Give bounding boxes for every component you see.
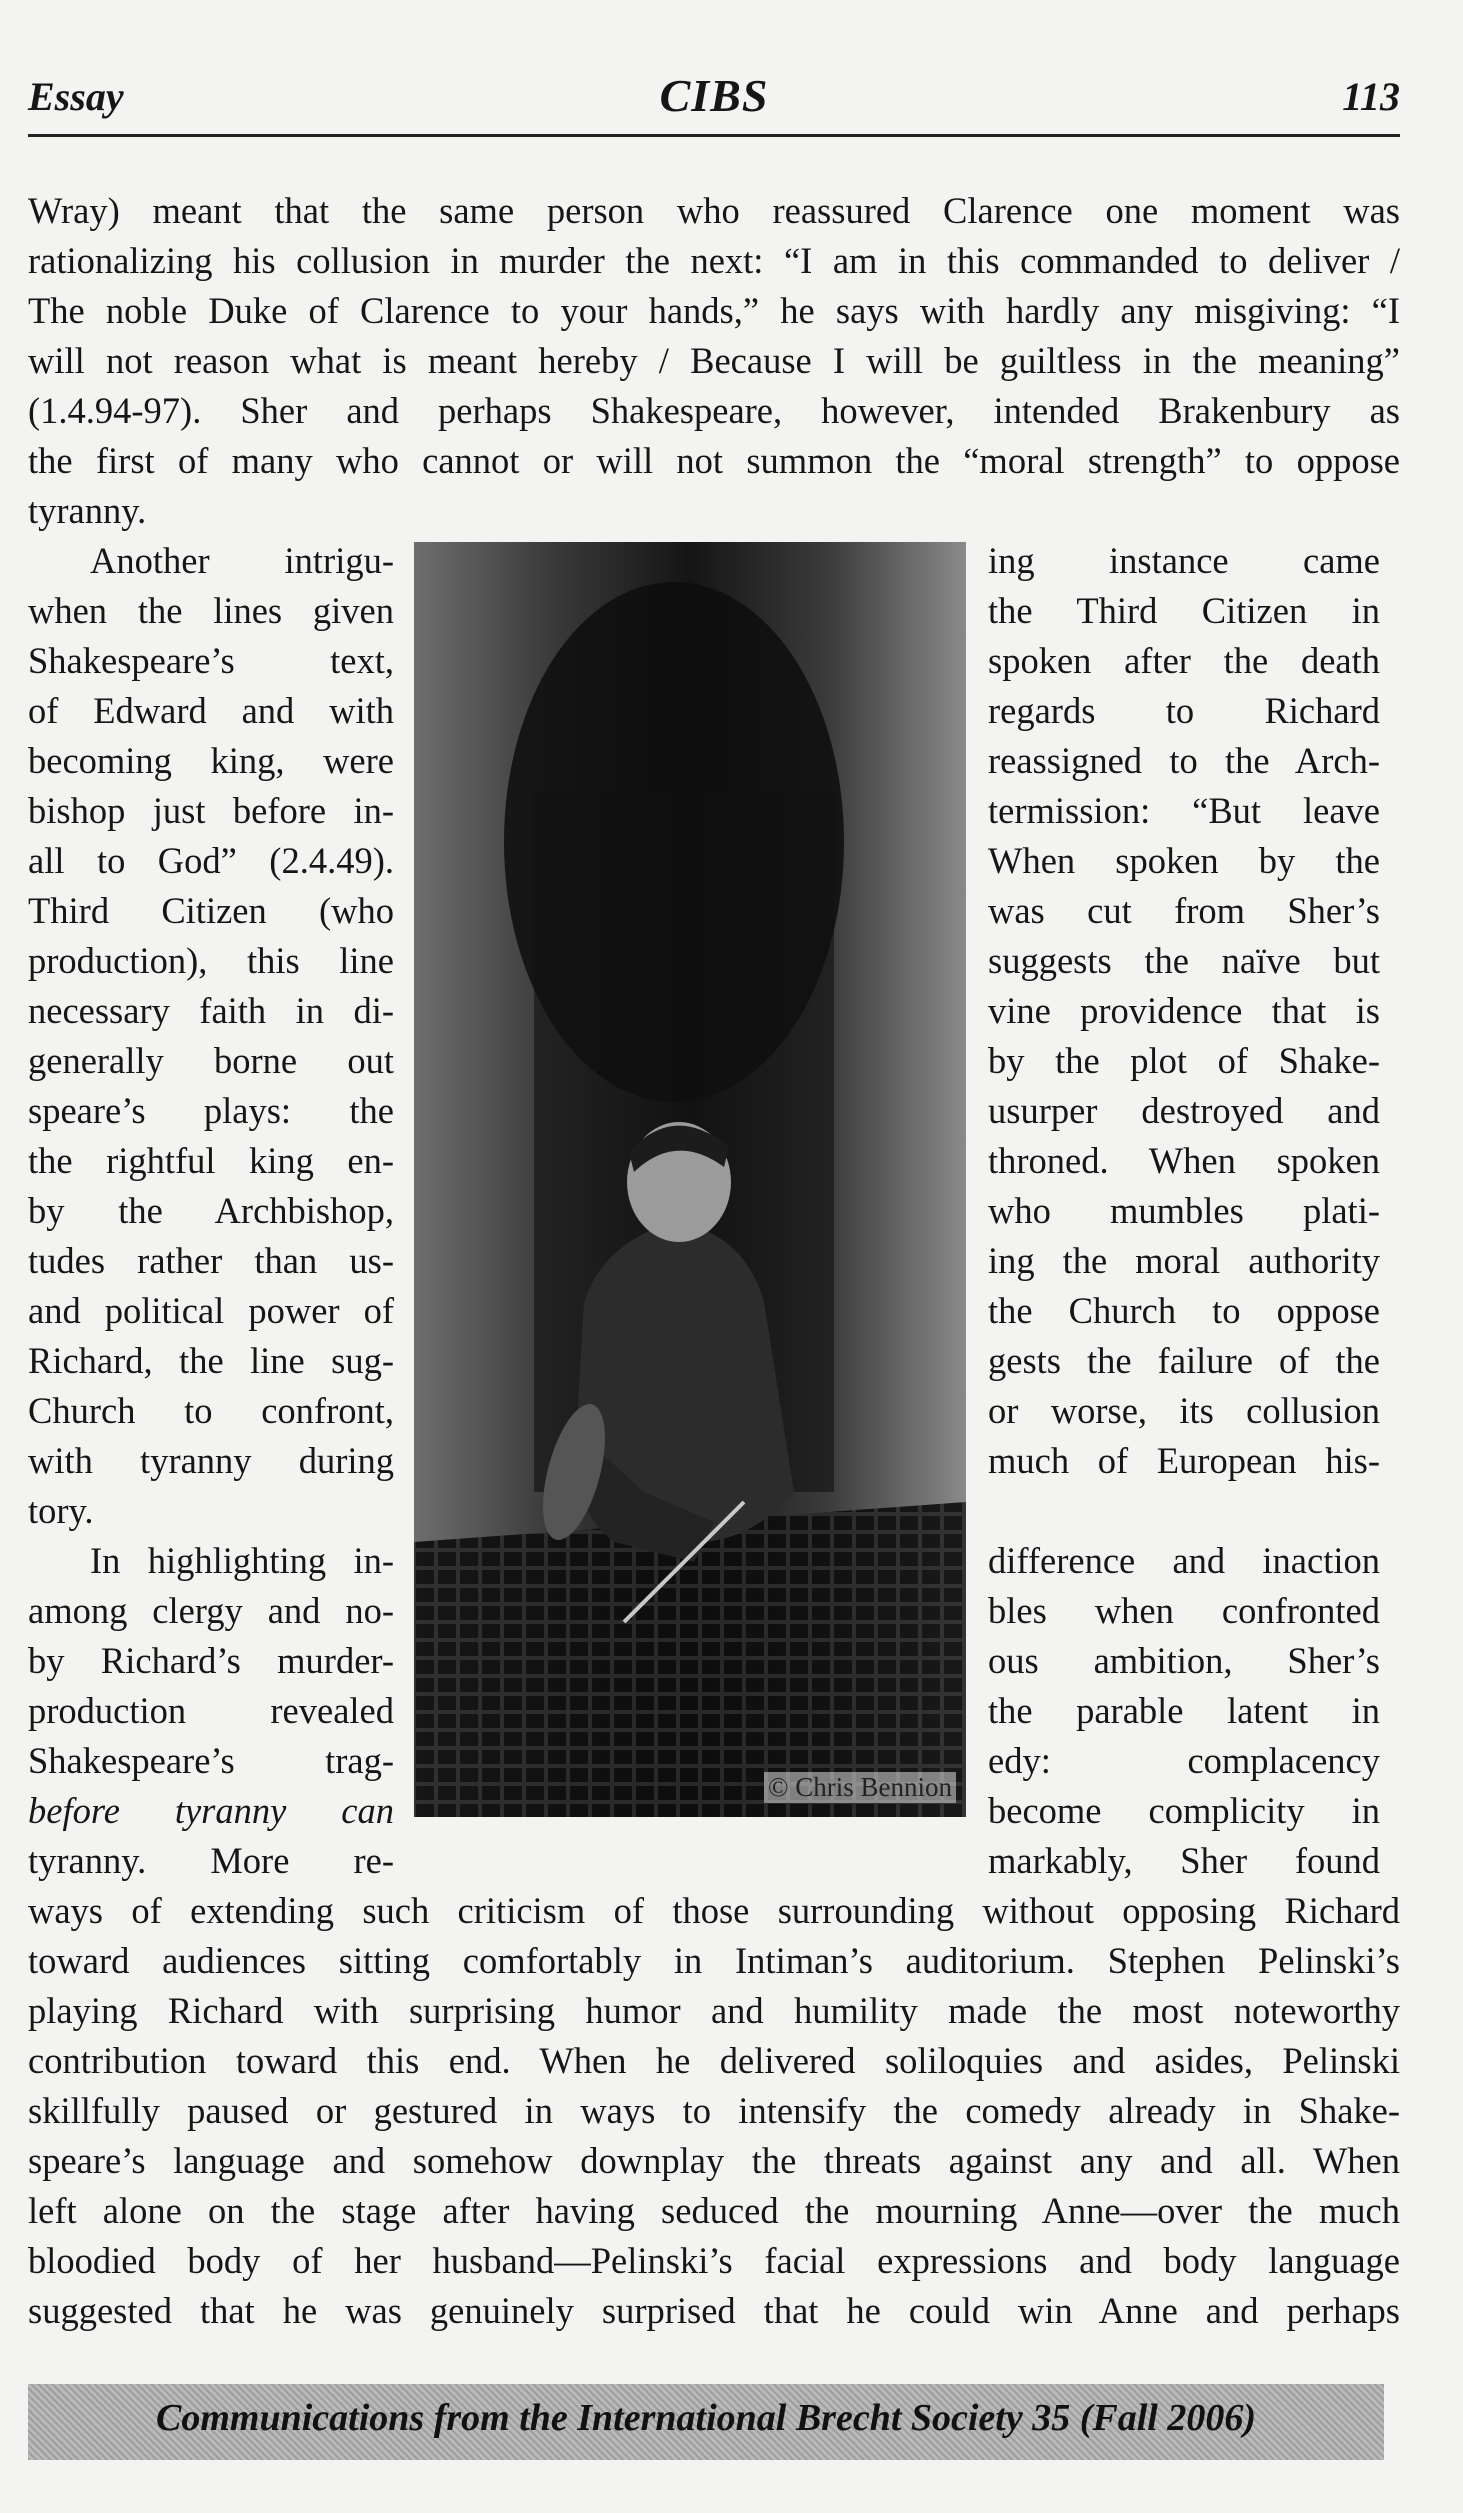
right-column-line: by the plot of Shake-: [988, 1040, 1380, 1081]
body-line: left alone on the stage after having seduced the mourning Anne—over the much: [28, 2190, 1400, 2231]
body-line: skillfully paused or gestured in ways to intensify the comedy already in Shake-: [28, 2090, 1400, 2131]
body-line: (1.4.94-97). Sher and perhaps Shakespeare, however, intended Brakenbury as: [28, 390, 1400, 431]
right-column-line: the parable latent in: [988, 1690, 1380, 1731]
section-label: Essay: [28, 74, 124, 119]
right-column-line: regards to Richard: [988, 690, 1380, 731]
body-line: tyranny.: [28, 490, 147, 531]
left-column-line: by the Archbishop,: [28, 1190, 394, 1231]
body-line: suggested that he was genuinely surprised that he could win Anne and perhaps: [28, 2290, 1400, 2331]
left-column-line: all to God” (2.4.49).: [28, 840, 394, 881]
left-column-line: production revealed: [28, 1690, 394, 1731]
body-line: will not reason what is meant hereby / Because I will be guiltless in the meaning”: [28, 340, 1400, 381]
left-column-line: bishop just before in-: [28, 790, 394, 831]
left-column-line: Shakespeare’s text,: [28, 640, 394, 681]
body-line: The noble Duke of Clarence to your hands,” he says with hardly any misgiving: “I: [28, 290, 1400, 331]
left-column-line: the rightful king en-: [28, 1140, 394, 1181]
right-column-line: markably, Sher found: [988, 1840, 1380, 1881]
right-column-line: usurper destroyed and: [988, 1090, 1380, 1131]
right-column-line: the Church to oppose: [988, 1290, 1380, 1331]
right-column-line: the Third Citizen in: [988, 590, 1380, 631]
right-column-line: vine providence that is: [988, 990, 1380, 1031]
left-column-line: generally borne out: [28, 1040, 394, 1081]
body-line: ways of extending such criticism of those surrounding without opposing Richard: [28, 1890, 1400, 1931]
right-column-line: was cut from Sher’s: [988, 890, 1380, 931]
left-column-line: Church to confront,: [28, 1390, 394, 1431]
left-column-line: production), this line: [28, 940, 394, 981]
body-line: rationalizing his collusion in murder the next: “I am in this commanded to deliver /: [28, 240, 1400, 281]
right-column-line: become complicity in: [988, 1790, 1380, 1831]
left-column-line: of Edward and with: [28, 690, 394, 731]
body-line: Wray) meant that the same person who reassured Clarence one moment was: [28, 190, 1400, 231]
right-column-line: edy: complacency: [988, 1740, 1380, 1781]
left-column-line: Richard, the line sug-: [28, 1340, 394, 1381]
body-line: the first of many who cannot or will not summon the “moral strength” to oppose: [28, 440, 1400, 481]
right-column-line: bles when confronted: [988, 1590, 1380, 1631]
left-column-line: becoming king, were: [28, 740, 394, 781]
left-column-line: necessary faith in di-: [28, 990, 394, 1031]
footer-citation: Communications from the International Brecht Society 35 (Fall 2006): [156, 2397, 1256, 2439]
right-column-line: difference and inaction: [988, 1540, 1380, 1581]
left-column-line: by Richard’s murder-: [28, 1640, 394, 1681]
right-column-line: ing the moral authority: [988, 1240, 1380, 1281]
right-column-line: spoken after the death: [988, 640, 1380, 681]
body-line: contribution toward this end. When he delivered soliloquies and asides, Pelinski: [28, 2040, 1400, 2081]
photo-illustration: [414, 542, 966, 1817]
right-column-line: termission: “But leave: [988, 790, 1380, 831]
left-column-line: with tyranny during: [28, 1440, 394, 1481]
left-column-line: In highlighting in-: [90, 1540, 394, 1581]
left-column-line: tory.: [28, 1490, 94, 1531]
left-column-line: among clergy and no-: [28, 1590, 394, 1631]
right-column-line: much of European his-: [988, 1440, 1380, 1481]
body-line: toward audiences sitting comfortably in Intiman’s auditorium. Stephen Pelinski’s: [28, 1940, 1400, 1981]
left-column-line: Another intrigu-: [90, 540, 394, 581]
body-line: playing Richard with surprising humor and humility made the most noteworthy: [28, 1990, 1400, 2031]
journal-footer-band: [28, 2384, 1384, 2460]
left-column-line: tudes rather than us-: [28, 1240, 394, 1281]
right-column-line: When spoken by the: [988, 840, 1380, 881]
right-column-line: throned. When spoken: [988, 1140, 1380, 1181]
right-column-line: or worse, its collusion: [988, 1390, 1380, 1431]
left-column-line: Shakespeare’s trag-: [28, 1740, 394, 1781]
right-column-line: reassigned to the Arch-: [988, 740, 1380, 781]
body-line: speare’s language and somehow downplay the threats against any and all. When: [28, 2140, 1400, 2181]
left-column-line: and political power of: [28, 1290, 394, 1331]
right-column-line: suggests the naïve but: [988, 940, 1380, 981]
left-column-line: Third Citizen (who: [28, 890, 394, 931]
right-column-line: ing instance came: [988, 540, 1380, 581]
page-header: [28, 62, 1400, 137]
right-column-line: who mumbles plati-: [988, 1190, 1380, 1231]
right-column-line: gests the failure of the: [988, 1340, 1380, 1381]
journal-logo: CIBS: [659, 70, 769, 121]
production-photo: [414, 542, 966, 1817]
right-column-line: ous ambition, Sher’s: [988, 1640, 1380, 1681]
body-line: bloodied body of her husband—Pelinski’s facial expressions and body language: [28, 2240, 1400, 2281]
photo-credit: © Chris Bennion: [764, 1772, 956, 1803]
left-column-line: when the lines given: [28, 590, 394, 631]
left-column-line: tyranny. More re-: [28, 1840, 394, 1881]
left-column-line: speare’s plays: the: [28, 1090, 394, 1131]
left-column-line: before tyranny can: [28, 1790, 394, 1831]
page-number: 113: [1342, 74, 1400, 119]
